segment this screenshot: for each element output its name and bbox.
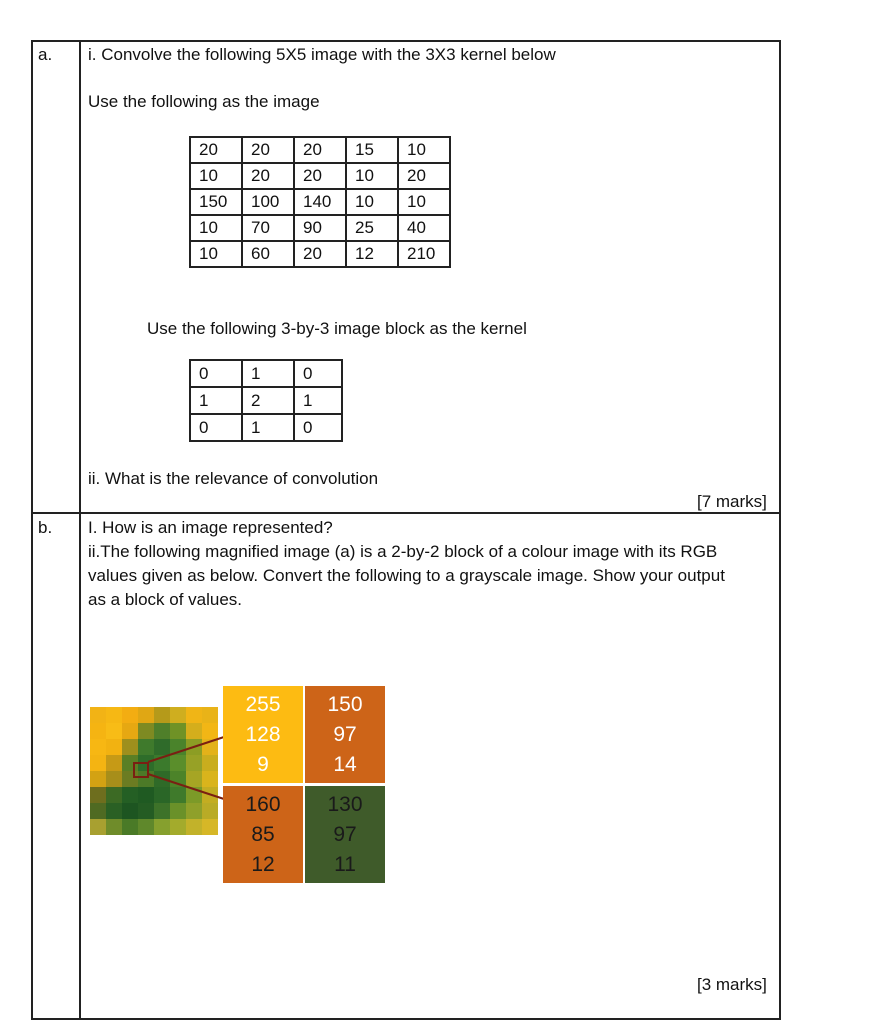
kernel-cell: 0 xyxy=(190,414,242,441)
image-cell: 10 xyxy=(346,189,398,215)
image-cell: 100 xyxy=(242,189,294,215)
kernel-caption: Use the following 3-by-3 image block as the kernel xyxy=(147,319,527,338)
table-row xyxy=(190,414,342,441)
rgb-value-green: 97 xyxy=(333,822,357,846)
image-cell: 10 xyxy=(190,215,242,241)
kernel-cell: 1 xyxy=(190,387,242,414)
image-cell: 20 xyxy=(242,163,294,189)
question-b-label: b. xyxy=(38,518,53,537)
kernel-cell: 0 xyxy=(190,360,242,387)
question-b-part-ii-line: as a block of values. xyxy=(88,590,243,609)
question-b-marks: [3 marks] xyxy=(697,975,767,994)
magnifier-connector-lines xyxy=(140,735,230,805)
image-cell: 90 xyxy=(294,215,346,241)
image-cell: 25 xyxy=(346,215,398,241)
image-cell: 60 xyxy=(242,241,294,267)
image-cell: 20 xyxy=(242,137,294,163)
table-row xyxy=(190,189,450,215)
question-a-intro: i. Convolve the following 5X5 image with the 3X3 kernel below xyxy=(88,45,556,64)
image-cell: 10 xyxy=(398,189,450,215)
frame-right-border xyxy=(779,40,781,1020)
image-cell: 12 xyxy=(346,241,398,267)
rgb-cell-top-left xyxy=(223,686,303,783)
frame-top-border xyxy=(31,40,781,42)
kernel-cell: 1 xyxy=(242,360,294,387)
label-column-divider xyxy=(79,40,81,1020)
image-cell: 10 xyxy=(398,137,450,163)
table-row xyxy=(190,137,450,163)
image-cell: 140 xyxy=(294,189,346,215)
rgb-value-blue: 11 xyxy=(334,852,356,876)
rgb-value-red: 130 xyxy=(327,792,363,816)
kernel-cell: 1 xyxy=(294,387,342,414)
frame-bottom-border xyxy=(31,1018,781,1020)
table-row xyxy=(190,387,342,414)
question-b-part-i: I. How is an image represented? xyxy=(88,518,333,537)
table-row xyxy=(190,163,450,189)
frame-left-border xyxy=(31,40,33,1020)
image-cell: 20 xyxy=(294,163,346,189)
kernel-cell: 0 xyxy=(294,414,342,441)
image-cell: 20 xyxy=(190,137,242,163)
kernel-cell: 1 xyxy=(242,414,294,441)
rgb-value-red: 255 xyxy=(245,692,281,716)
image-cell: 40 xyxy=(398,215,450,241)
image-cell: 20 xyxy=(294,137,346,163)
image-cell: 10 xyxy=(190,241,242,267)
kernel-cell: 0 xyxy=(294,360,342,387)
question-b-part-ii-line: ii.The following magnified image (a) is a 2-by-2 block of a colour image with its RGB xyxy=(88,542,718,561)
image-cell: 150 xyxy=(190,189,242,215)
image-cell: 70 xyxy=(242,215,294,241)
image-cell: 10 xyxy=(190,163,242,189)
image-cell: 20 xyxy=(294,241,346,267)
table-row xyxy=(190,215,450,241)
rgb-cell-top-right xyxy=(305,686,385,783)
question-a-part-ii: ii. What is the relevance of convolution xyxy=(88,469,379,488)
image-matrix-table xyxy=(189,136,451,268)
image-caption: Use the following as the image xyxy=(88,92,320,111)
rgb-value-green: 128 xyxy=(245,722,281,746)
kernel-cell: 2 xyxy=(242,387,294,414)
table-row xyxy=(190,241,450,267)
row-divider xyxy=(31,512,781,514)
rgb-value-blue: 9 xyxy=(257,752,269,776)
table-row xyxy=(190,360,342,387)
rgb-cell-bottom-right xyxy=(305,786,385,883)
question-a-label: a. xyxy=(38,45,53,64)
question-a-marks: [7 marks] xyxy=(697,492,767,511)
rgb-value-green: 97 xyxy=(333,722,357,746)
rgb-value-red: 160 xyxy=(245,792,281,816)
rgb-cell-bottom-left xyxy=(223,786,303,883)
rgb-value-green: 85 xyxy=(251,822,275,846)
image-cell: 20 xyxy=(398,163,450,189)
rgb-value-red: 150 xyxy=(327,692,363,716)
image-cell: 15 xyxy=(346,137,398,163)
kernel-matrix-table xyxy=(189,359,343,442)
image-cell: 210 xyxy=(398,241,450,267)
rgb-value-blue: 14 xyxy=(333,752,357,776)
image-cell: 10 xyxy=(346,163,398,189)
question-b-part-ii-line: values given as below. Convert the following to a grayscale image. Show your output xyxy=(88,566,725,585)
rgb-value-blue: 12 xyxy=(251,852,275,876)
